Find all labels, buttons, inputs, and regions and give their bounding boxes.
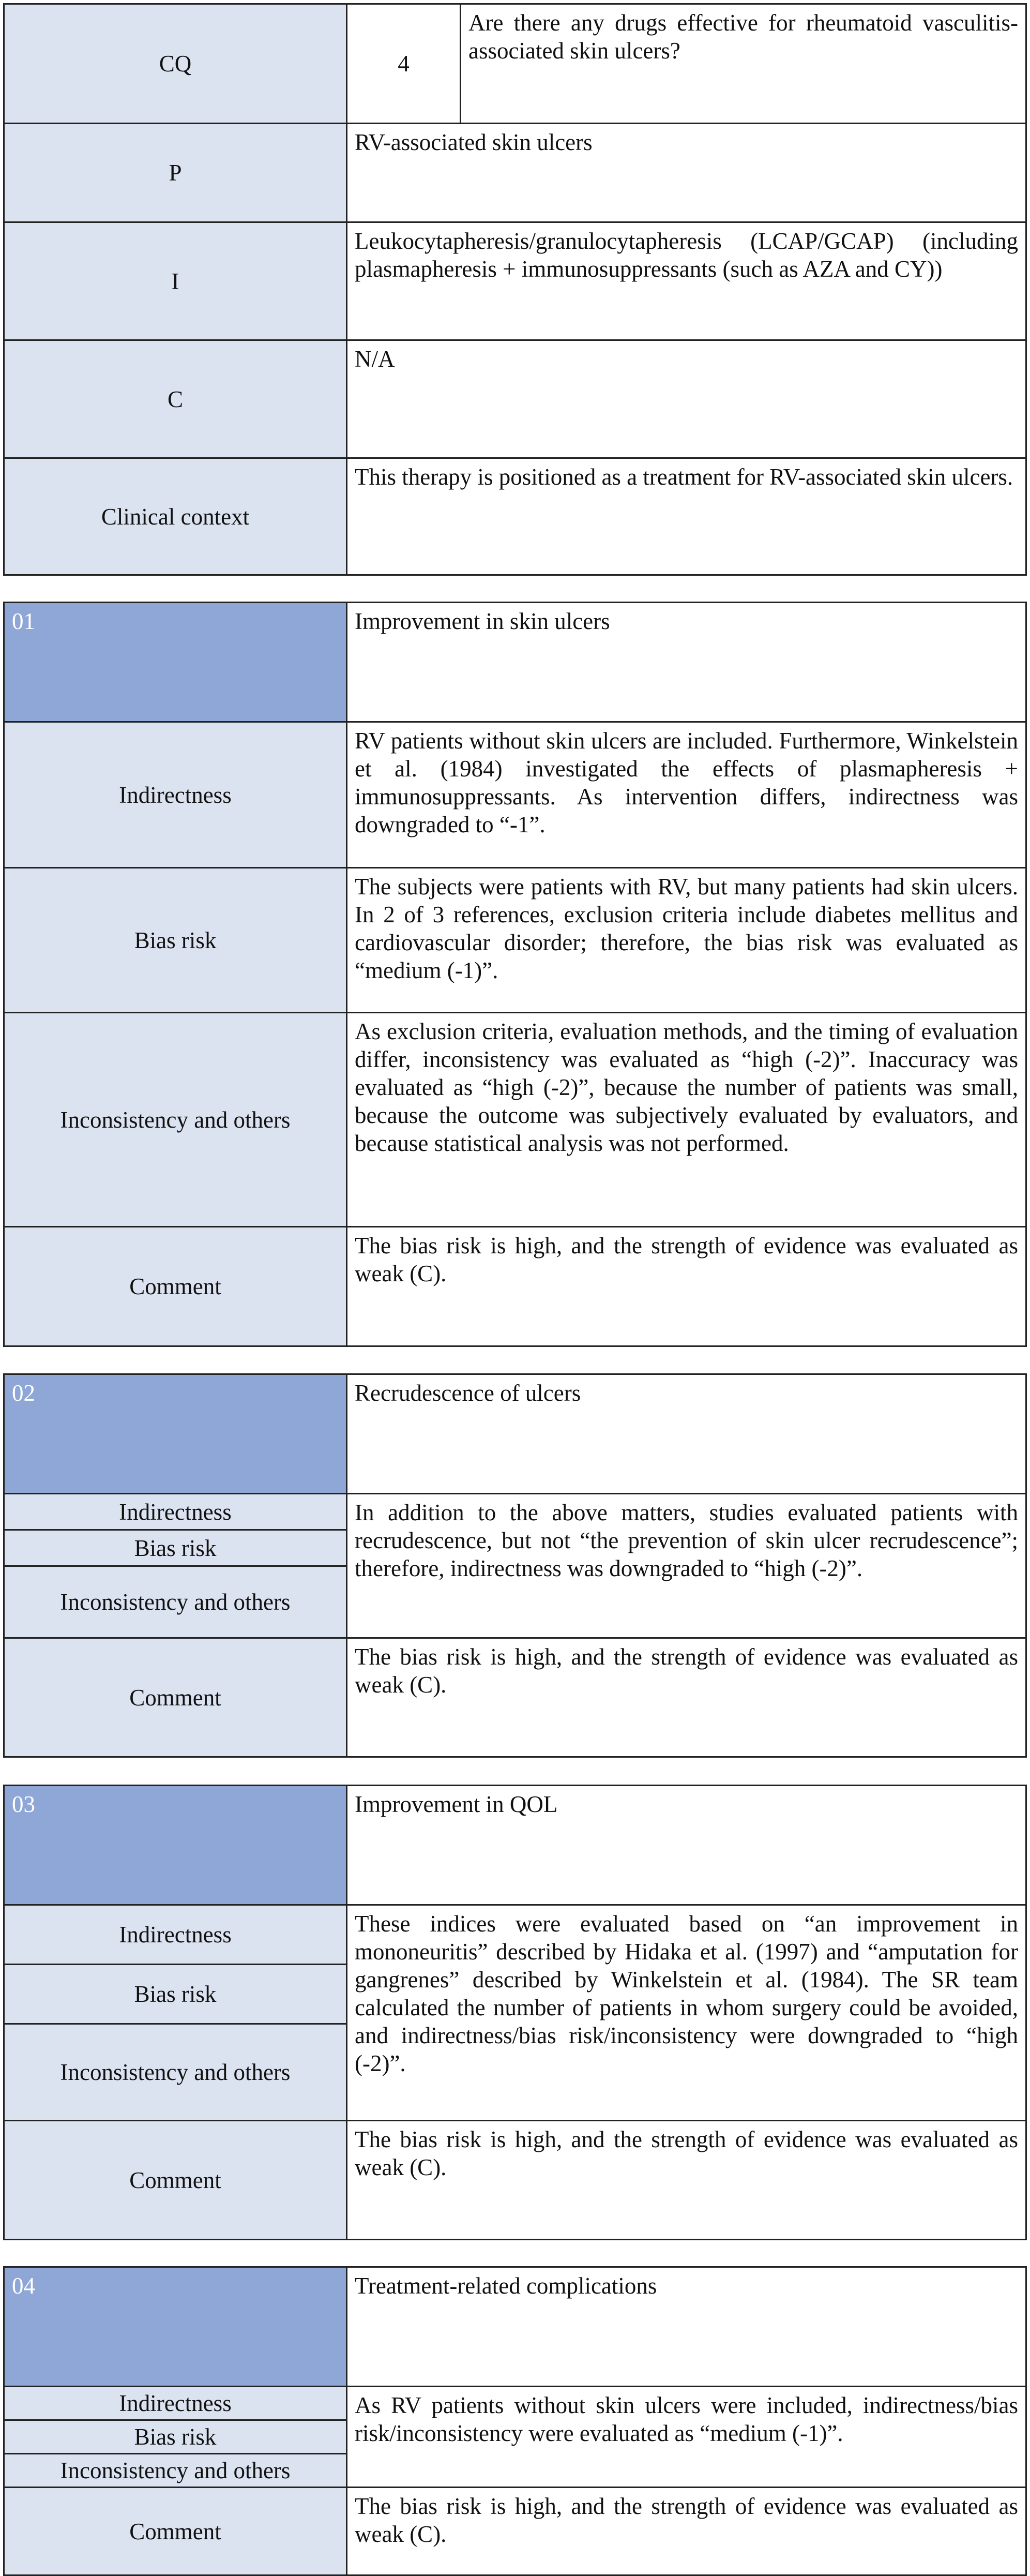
bias-risk-label: Bias risk (4, 2420, 347, 2454)
cq-label: CQ (4, 4, 347, 124)
outcome-number: 02 (4, 1374, 347, 1494)
row-text-i: Leukocytapheresis/granulocytapheresis (LCAP/GCAP) (including plasmapheresis + immunosuppressants (such as AZA and CY)) (347, 222, 1026, 340)
cq-number: 4 (347, 4, 461, 124)
bias-risk-text: The subjects were patients with RV, but many patients had skin ulcers. In 2 of 3 references, exclusion criteria include diabetes mellitus and cardiovascular disorder; therefore, the bias risk was evaluated as “medium (-1)”. (347, 868, 1026, 1013)
merged-assessment-text: These indices were evaluated based on “an improvement in mononeuritis” described by Hidaka et al. (1997) and “amputation for gangrenes” described by Winkelstein et al. (1984). The SR team calculated the number of patients in whom surgery could be avoided, and indirectness/bias risk/inconsistency were downgraded to “high (-2)”. (347, 1905, 1026, 2121)
outcome-number: 01 (4, 603, 347, 722)
bias-risk-label: Bias risk (4, 1530, 347, 1566)
outcome-table-04 (3, 2266, 1027, 2576)
outcome-title: Treatment-related complications (347, 2267, 1026, 2387)
row-text-c: N/A (347, 340, 1026, 458)
outcome-title: Recrudescence of ulcers (347, 1374, 1026, 1494)
comment-text: The bias risk is high, and the strength of evidence was evaluated as weak (C). (347, 2488, 1026, 2575)
inconsistency-label: Inconsistency and others (4, 2454, 347, 2488)
row-text-p: RV-associated skin ulcers (347, 124, 1026, 222)
outcome-number: 03 (4, 1786, 347, 1905)
comment-text: The bias risk is high, and the strength of evidence was evaluated as weak (C). (347, 2121, 1026, 2240)
comment-label: Comment (4, 2121, 347, 2240)
outcome-title: Improvement in QOL (347, 1786, 1026, 1905)
comment-text: The bias risk is high, and the strength of evidence was evaluated as weak (C). (347, 1227, 1026, 1346)
comment-label: Comment (4, 1638, 347, 1757)
outcome-table-03 (3, 1785, 1027, 2240)
bias-risk-label: Bias risk (4, 868, 347, 1013)
inconsistency-label: Inconsistency and others (4, 1013, 347, 1227)
outcome-title: Improvement in skin ulcers (347, 603, 1026, 722)
cq-table (3, 3, 1027, 576)
inconsistency-label: Inconsistency and others (4, 2024, 347, 2121)
cq-question: Are there any drugs effective for rheumatoid vasculitis-associated skin ulcers? (461, 4, 1026, 124)
indirectness-label: Indirectness (4, 1905, 347, 1965)
row-label-c: C (4, 340, 347, 458)
row-label-p: P (4, 124, 347, 222)
comment-label: Comment (4, 1227, 347, 1346)
bias-risk-label: Bias risk (4, 1965, 347, 2024)
inconsistency-label: Inconsistency and others (4, 1566, 347, 1638)
row-label-i: I (4, 222, 347, 340)
comment-label: Comment (4, 2488, 347, 2575)
comment-text: The bias risk is high, and the strength of evidence was evaluated as weak (C). (347, 1638, 1026, 1757)
inconsistency-text: As exclusion criteria, evaluation methods, and the timing of evaluation differ, inconsistency was evaluated as “high (-2)”. Inaccuracy was evaluated as “high (-2)”, because the number of patients was small, because the outcome was subjectively evaluated by evaluators, and because statistical analysis was not performed. (347, 1013, 1026, 1227)
indirectness-label: Indirectness (4, 722, 347, 868)
indirectness-text: RV patients without skin ulcers are included. Furthermore, Winkelstein et al. (1984) investigated the effects of plasmapheresis + immunosuppressants. As intervention differs, indirectness was downgraded to “-1”. (347, 722, 1026, 868)
merged-assessment-text: As RV patients without skin ulcers were included, indirectness/bias risk/inconsistency were evaluated as “medium (-1)”. (347, 2387, 1026, 2488)
indirectness-label: Indirectness (4, 1494, 347, 1530)
merged-assessment-text: In addition to the above matters, studies evaluated patients with recrudescence, but not “the prevention of skin ulcer recrudescence”; therefore, indirectness was downgraded to “high (-2)”. (347, 1494, 1026, 1638)
outcome-table-01 (3, 602, 1027, 1347)
indirectness-label: Indirectness (4, 2387, 347, 2420)
outcome-number: 04 (4, 2267, 347, 2387)
row-text-clinical-context: This therapy is positioned as a treatment for RV-associated skin ulcers. (347, 458, 1026, 575)
row-label-clinical-context: Clinical context (4, 458, 347, 575)
outcome-table-02 (3, 1373, 1027, 1758)
